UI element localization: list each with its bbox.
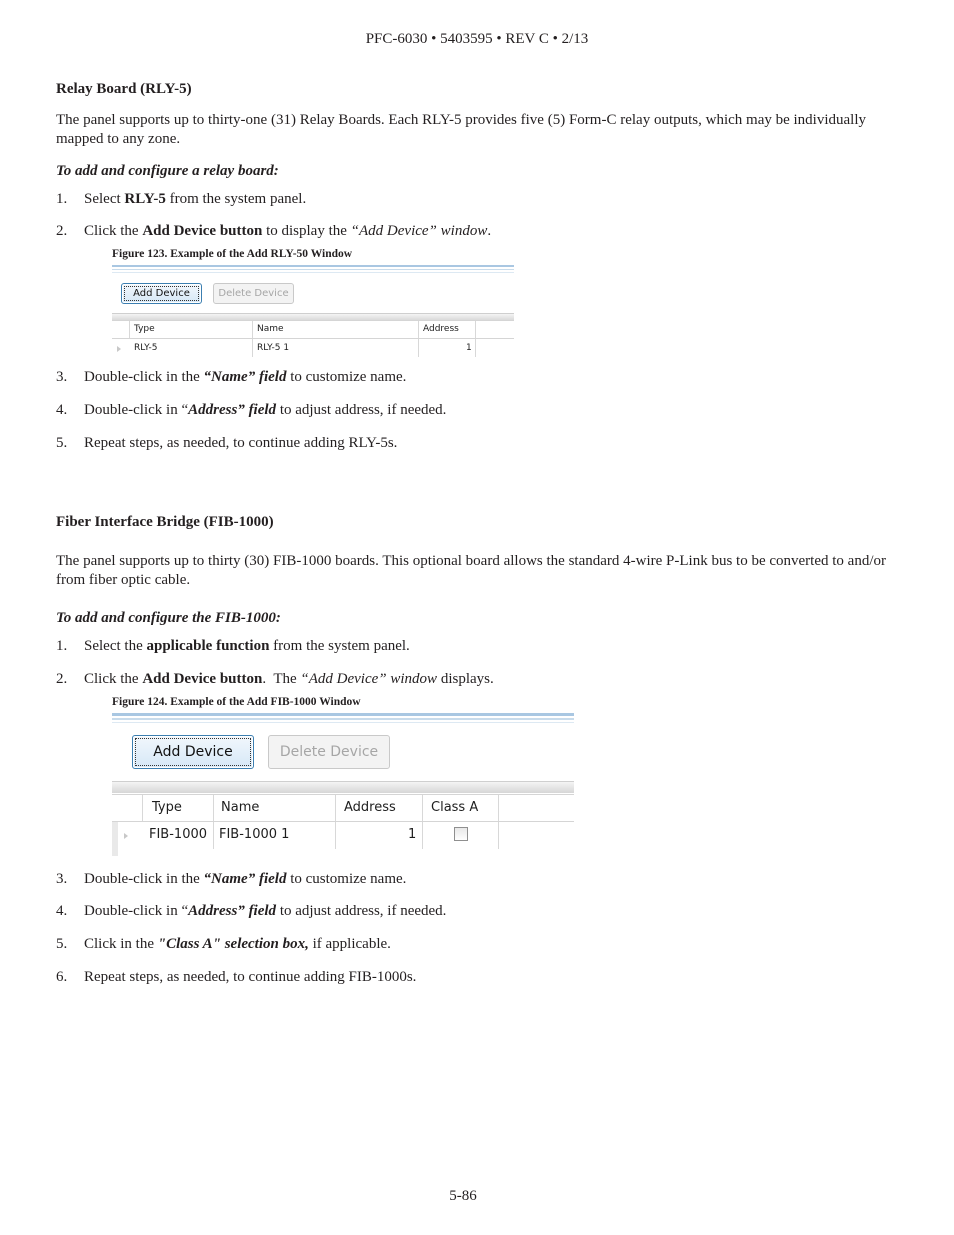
table-row[interactable] — [112, 822, 574, 849]
window-top-rule — [112, 265, 514, 267]
column-divider — [142, 795, 143, 821]
column-divider — [335, 795, 336, 821]
focus-ring — [135, 738, 251, 766]
page-header: PFC-6030 • 5403595 • REV C • 2/13 — [365, 31, 589, 47]
delete-device-button[interactable] — [213, 283, 294, 304]
step-text: to display the — [262, 223, 351, 239]
step-number: 1. — [56, 638, 68, 654]
fib-subheading: To add and configure the FIB-1000: — [56, 610, 281, 626]
step-italic: “Add Device” window — [300, 671, 438, 687]
step-number: 4. — [56, 903, 68, 919]
step-text: Click the — [84, 671, 143, 687]
column-divider — [422, 795, 423, 821]
fib-intro: The panel supports up to thirty (30) FIB-1000 boards. This optional board allows the standard 4-wire P-Link bus to be converted to and/or from fiber optic cable. — [56, 553, 886, 588]
grid-header — [112, 320, 514, 339]
step-bold-italic: Address” field — [188, 903, 277, 919]
step-text: to customize name. — [286, 871, 407, 887]
step-number: 5. — [56, 936, 68, 952]
focus-ring — [124, 286, 199, 301]
delete-device-button[interactable] — [268, 735, 390, 769]
step-text: Double-click in the — [84, 369, 204, 385]
column-divider — [252, 339, 253, 357]
step-bold-italic: “Name” field — [203, 369, 287, 385]
fib-step-3 — [56, 871, 876, 888]
step-text: Double-click in “ — [84, 402, 189, 418]
relay-step-5 — [56, 435, 876, 452]
step-text: from the system panel. — [269, 638, 410, 654]
step-number: 1. — [56, 191, 68, 207]
column-type-header[interactable]: Type — [134, 324, 155, 334]
step-bold-italic: “Name” field — [203, 871, 287, 887]
row-name-cell[interactable]: RLY-5 1 — [257, 343, 290, 353]
grid-header — [112, 794, 574, 822]
step-number: 2. — [56, 223, 68, 239]
step-text: Double-click in the — [84, 871, 204, 887]
fib-step-2 — [56, 671, 876, 688]
step-text: displays. — [437, 671, 494, 687]
step-text: to adjust address, if needed. — [276, 903, 447, 919]
add-fib-window — [112, 713, 574, 856]
fib-step-6 — [56, 969, 876, 986]
step-text: Repeat steps, as needed, to continue adding FIB-1000s. — [84, 969, 417, 985]
column-divider — [475, 339, 476, 357]
window-top-rule — [112, 718, 574, 720]
grid-toolbar-strip — [112, 313, 514, 320]
relay-intro: The panel supports up to thirty-one (31) Relay Boards. Each RLY-5 provides five (5) Form-C relay outputs, which may be individually mapped to any zone. — [56, 112, 866, 147]
column-divider — [498, 822, 499, 849]
relay-heading: Relay Board (RLY-5) — [56, 81, 192, 97]
step-bold-italic: Address” field — [188, 402, 277, 418]
class-a-checkbox[interactable] — [454, 827, 468, 841]
row-address-cell[interactable]: 1 — [408, 827, 417, 842]
step-text: from the system panel. — [165, 191, 307, 207]
figure-123-caption: Figure 123. Example of the Add RLY-50 Window — [112, 248, 353, 260]
row-address-cell[interactable]: 1 — [466, 343, 472, 353]
row-indicator-icon — [117, 346, 121, 352]
grid-toolbar-strip — [112, 781, 574, 793]
step-number: 6. — [56, 969, 68, 985]
relay-step-1 — [56, 191, 876, 208]
step-italic: “Add Device” window — [350, 223, 488, 239]
step-text: Select the — [84, 638, 147, 654]
column-divider — [335, 822, 336, 849]
row-type-cell[interactable]: FIB-1000 — [149, 827, 208, 842]
step-bold: RLY-5 — [124, 191, 166, 207]
window-top-rule — [112, 269, 514, 270]
step-bold-italic: "Class A" selection box, — [157, 936, 309, 952]
fib-step-5 — [56, 936, 876, 953]
page-number: 5-86 — [449, 1188, 477, 1204]
step-number: 2. — [56, 671, 68, 687]
step-number: 5. — [56, 435, 68, 451]
step-text: if applicable. — [308, 936, 391, 952]
column-class-a-header[interactable]: Class A — [431, 800, 479, 815]
relay-step-4 — [56, 402, 876, 419]
column-divider — [252, 321, 253, 338]
step-text: to adjust address, if needed. — [276, 402, 447, 418]
step-bold: Add Device button — [142, 223, 263, 239]
add-device-label: Add Device — [153, 744, 233, 760]
window-top-rule — [112, 272, 514, 273]
delete-device-label: Delete Device — [218, 288, 289, 299]
column-address-header[interactable]: Address — [423, 324, 459, 334]
add-rly-window — [112, 265, 514, 357]
row-name-cell[interactable]: FIB-1000 1 — [219, 827, 290, 842]
step-bold: applicable function — [146, 638, 270, 654]
column-address-header[interactable]: Address — [344, 800, 396, 815]
step-number: 3. — [56, 871, 68, 887]
figure-124-caption: Figure 124. Example of the Add FIB-1000 Window — [112, 696, 361, 708]
column-type-header[interactable]: Type — [152, 800, 182, 815]
step-text: Click in the — [84, 936, 158, 952]
table-row[interactable] — [112, 339, 514, 357]
row-header-strip — [112, 822, 118, 856]
relay-subheading: To add and configure a relay board: — [56, 163, 279, 179]
column-name-header[interactable]: Name — [221, 800, 260, 815]
fib-step-4 — [56, 903, 876, 920]
column-divider — [213, 795, 214, 821]
column-divider — [418, 321, 419, 338]
step-text: . The — [262, 671, 301, 687]
add-device-button[interactable] — [121, 283, 202, 304]
step-number: 4. — [56, 402, 68, 418]
step-text: Double-click in “ — [84, 903, 189, 919]
step-text: to customize name. — [286, 369, 407, 385]
column-divider — [213, 822, 214, 849]
column-divider — [129, 321, 130, 338]
step-text: . — [487, 223, 492, 239]
relay-step-2 — [56, 223, 876, 240]
step-number: 3. — [56, 369, 68, 385]
column-divider — [418, 339, 419, 357]
fib-step-1 — [56, 638, 876, 655]
add-device-button[interactable] — [132, 735, 254, 769]
step-text: Click the — [84, 223, 143, 239]
row-type-cell[interactable]: RLY-5 — [134, 343, 158, 353]
column-divider — [498, 795, 499, 821]
row-indicator-icon — [124, 833, 128, 839]
delete-device-label: Delete Device — [279, 744, 379, 760]
window-top-rule — [112, 713, 574, 716]
step-bold: Add Device button — [142, 671, 263, 687]
fib-heading: Fiber Interface Bridge (FIB-1000) — [56, 514, 274, 530]
relay-step-3 — [56, 369, 876, 386]
add-device-label: Add Device — [133, 288, 190, 299]
window-top-rule — [112, 722, 574, 723]
column-name-header[interactable]: Name — [257, 324, 284, 334]
step-text: Repeat steps, as needed, to continue adding RLY-5s. — [84, 435, 398, 451]
column-divider — [475, 321, 476, 338]
column-divider — [422, 822, 423, 849]
step-text: Select — [84, 191, 125, 207]
